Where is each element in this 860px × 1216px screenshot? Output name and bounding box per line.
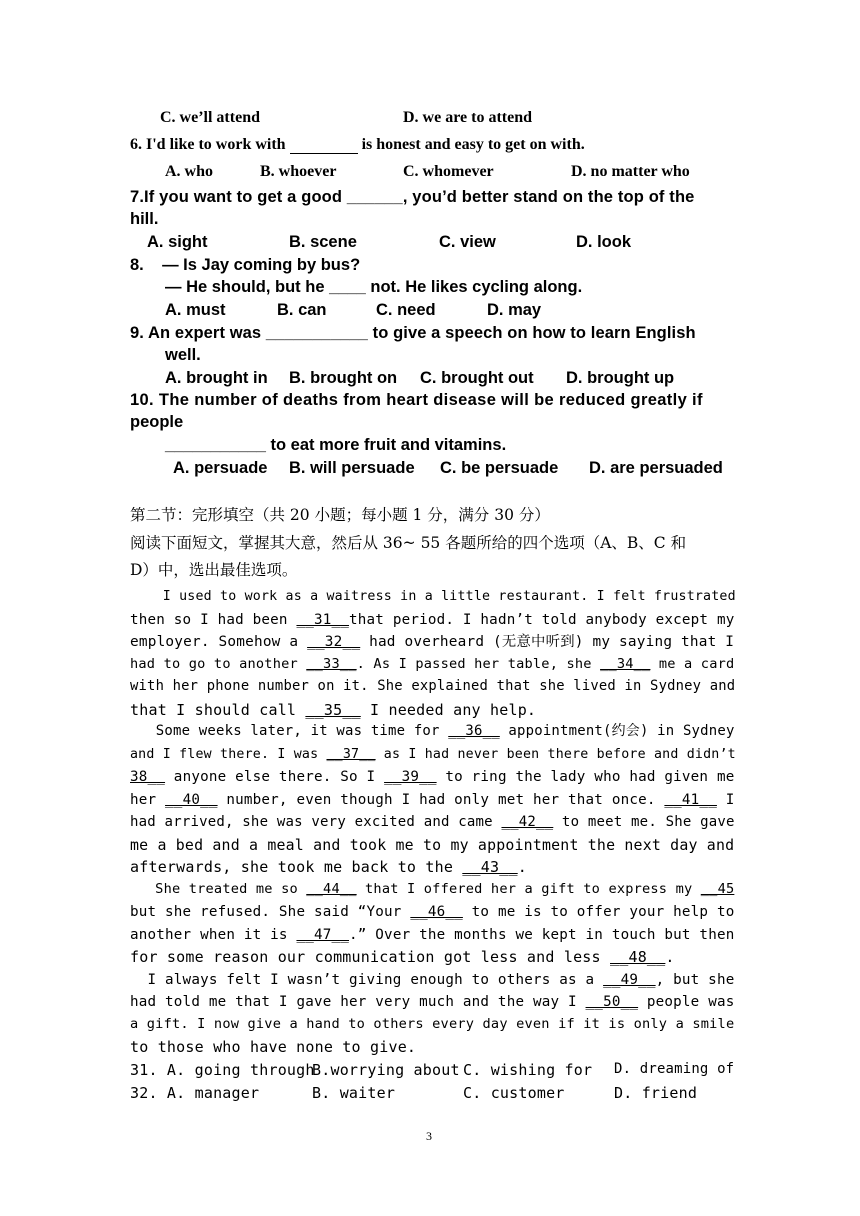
passage-line — [130, 793, 734, 807]
cloze-blank: __31__ — [296, 611, 350, 628]
cloze-blank: __47__ — [296, 926, 350, 943]
cloze-blank: __34__ — [600, 655, 651, 672]
cloze-blank: __37__ — [326, 746, 376, 762]
q6-option-d: D. no matter who — [571, 163, 690, 180]
passage-text: that I should call — [130, 700, 306, 719]
cloze-blank: __36__ — [448, 723, 500, 739]
q7-option-d: D. look — [576, 233, 632, 251]
q8-line2: — He should, but he ____ not. He likes cycling along. — [165, 278, 583, 296]
passage-text: people was — [638, 994, 735, 1010]
cloze-blank: __33__ — [306, 655, 357, 672]
passage-text: to meet me. She gave — [553, 814, 735, 830]
section-heading: 第二节：完形填空（共 20 小题；每小题 1 分，满分 30 分） — [130, 506, 550, 524]
passage-text: to ring the lady who had given me — [436, 769, 735, 785]
passage-text: then so I had been — [130, 611, 297, 628]
q31-option-b: B.worrying about — [312, 1061, 460, 1079]
q9-option-b: B. brought on — [289, 369, 398, 387]
passage-text: I used to work as a waitress in a little restaurant. I felt frustrated — [130, 589, 736, 604]
q9-option-d: D. brought up — [566, 369, 675, 387]
passage-text: me a bed and a meal and took me to my appointment the next day and — [130, 835, 735, 854]
cloze-blank: __35__ — [305, 700, 361, 719]
q7-option-b: B. scene — [289, 233, 357, 251]
passage-text: , but she — [655, 971, 735, 988]
passage-text: had to go to another — [130, 655, 307, 672]
cloze-blank: __39__ — [384, 769, 437, 785]
q8-option-d: D. may — [487, 301, 542, 319]
passage-text: a gift. I now give a hand to others every day even if it is only a smile — [130, 1015, 735, 1032]
passage-text: that I offered her a gift to express my — [356, 880, 701, 897]
q10-option-a: A. persuade — [173, 459, 268, 477]
q6-option-a: A. who — [165, 163, 214, 180]
passage-text: that period. I hadn’t told anybody except my — [349, 611, 735, 628]
q7-option-a: A. sight — [147, 233, 208, 251]
passage-text: to me is to offer your help to — [462, 904, 735, 920]
passage-line — [130, 905, 734, 919]
section-instruction-line1: 阅读下面短文，掌握其大意，然后从 36~ 55 各题所给的四个选项（A、B、C 和 — [130, 534, 687, 552]
passage-text: with her phone number on it. She explained that she lived in Sydney and — [130, 678, 736, 694]
passage-text: I always felt I wasn’t giving enough to others as a — [130, 971, 604, 988]
q6-stem-before: 6. I'd like to work with — [130, 136, 286, 153]
passage-text: had arrived, she was very excited and came — [130, 814, 502, 830]
passage-text: afterwards, she took me back to the — [130, 858, 463, 876]
q10-line1: 10. The number of deaths from heart disease will be reduced greatly if — [130, 391, 703, 409]
cloze-blank: __32__ — [307, 634, 361, 650]
passage-text: to those who have none to give. — [130, 1038, 417, 1056]
passage-line — [130, 860, 527, 875]
passage-line — [130, 655, 735, 672]
q32-option-d: D. friend — [614, 1084, 698, 1102]
passage-line — [130, 815, 735, 829]
passage-text: had told me that I gave her very much and the way I — [130, 994, 586, 1010]
passage-line — [130, 1015, 735, 1032]
passage-text: . — [517, 858, 527, 876]
passage-text: anyone else there. So I — [165, 769, 385, 785]
cloze-blank: __42__ — [501, 814, 554, 830]
q6-stem-after: is honest and easy to get on with. — [361, 136, 585, 153]
passage-line — [130, 635, 734, 649]
passage-text: and I flew there. I was — [130, 746, 327, 762]
cloze-blank: 38__ — [130, 769, 166, 785]
cloze-blank: __44__ — [306, 880, 357, 897]
passage-text: her — [130, 791, 166, 808]
q31-option-c: C. wishing for — [463, 1061, 593, 1079]
passage-text: number, even though I had only met her that once. — [217, 791, 665, 808]
passage-line — [130, 880, 735, 897]
passage-text: I — [716, 791, 735, 808]
q6-option-c: C. whomever — [403, 163, 494, 180]
passage-line — [130, 680, 735, 694]
q7-option-c: C. view — [439, 233, 496, 251]
passage-text: had overheard (无意中听到) my saying that I — [360, 634, 735, 650]
q32-option-a: 32. A. manager — [130, 1084, 260, 1102]
q32-option-c: C. customer — [463, 1084, 565, 1102]
q6-option-b: B. whoever — [260, 163, 337, 180]
q6-stem — [130, 137, 585, 154]
passage-line — [130, 835, 735, 854]
q31-option-d: D. dreaming of — [614, 1061, 735, 1077]
cloze-blank: __49__ — [603, 971, 656, 988]
section-instruction-line2: D）中，选出最佳选项。 — [130, 561, 298, 579]
q5-option-d: D. we are to attend — [403, 109, 533, 126]
passage-text: . As I passed her table, she — [356, 655, 601, 672]
q32-option-b: B. waiter — [312, 1084, 396, 1102]
q8-line1: 8. — Is Jay coming by bus? — [130, 256, 361, 274]
q5-option-c: C. we’ll attend — [160, 109, 260, 126]
cloze-blank: __50__ — [585, 994, 639, 1010]
passage-line — [130, 725, 735, 739]
q8-option-b: B. can — [277, 301, 327, 319]
q8-option-a: A. must — [165, 301, 226, 319]
passage-text: Some weeks later, it was time for — [130, 723, 449, 739]
q10-line3: ___________ to eat more fruit and vitamins. — [165, 436, 507, 454]
q10-line2: people — [130, 413, 184, 431]
passage-line — [130, 950, 675, 965]
passage-line — [130, 973, 734, 987]
passage-line — [130, 748, 736, 761]
passage-line — [130, 613, 734, 627]
passage-text: me a card — [650, 655, 735, 672]
passage-line — [130, 1040, 416, 1055]
passage-text: employer. Somehow a — [130, 634, 308, 650]
passage-text: . — [665, 948, 675, 966]
q8-option-c: C. need — [376, 301, 436, 319]
cloze-blank: __48__ — [610, 948, 666, 966]
passage-text: .” Over the months we kept in touch but then — [349, 926, 735, 943]
passage-text: as I had never been there before and didn’t — [375, 746, 736, 762]
passage-text: for some reason our communication got less and less — [130, 948, 610, 966]
cloze-blank: __45 — [700, 880, 735, 897]
passage-line — [130, 995, 734, 1009]
passage-text: I needed any help. — [360, 700, 537, 719]
passage-text: but she refused. She said “Your — [130, 904, 411, 920]
q10-option-b: B. will persuade — [289, 459, 415, 477]
passage-line — [130, 590, 736, 603]
q7-stem-line2: hill. — [130, 210, 159, 228]
passage-text: appointment(约会) in Sydney — [499, 723, 735, 739]
q10-option-d: D. are persuaded — [589, 459, 723, 477]
q9-line1: 9. An expert was ___________ to give a speech on how to learn English — [130, 324, 696, 342]
cloze-blank: __41__ — [664, 791, 717, 808]
passage-line — [130, 928, 734, 942]
passage-text: another when it is — [130, 926, 297, 943]
q9-option-a: A. brought in — [165, 369, 268, 387]
passage-line — [130, 700, 537, 719]
passage-line — [130, 770, 734, 784]
q7-stem-line1: 7.If you want to get a good ______, you’d better stand on the top of the — [130, 188, 695, 206]
cloze-blank: __43__ — [462, 858, 518, 876]
q10-option-c: C. be persuade — [440, 459, 559, 477]
cloze-blank: __46__ — [410, 904, 463, 920]
cloze-blank: __40__ — [165, 791, 218, 808]
passage-text: She treated me so — [130, 880, 307, 897]
q9-option-c: C. brought out — [420, 369, 534, 387]
q6-blank — [290, 137, 358, 154]
q31-option-a: 31. A. going through — [130, 1061, 315, 1079]
page-number: 3 — [426, 1129, 432, 1143]
q9-line2: well. — [165, 346, 201, 364]
